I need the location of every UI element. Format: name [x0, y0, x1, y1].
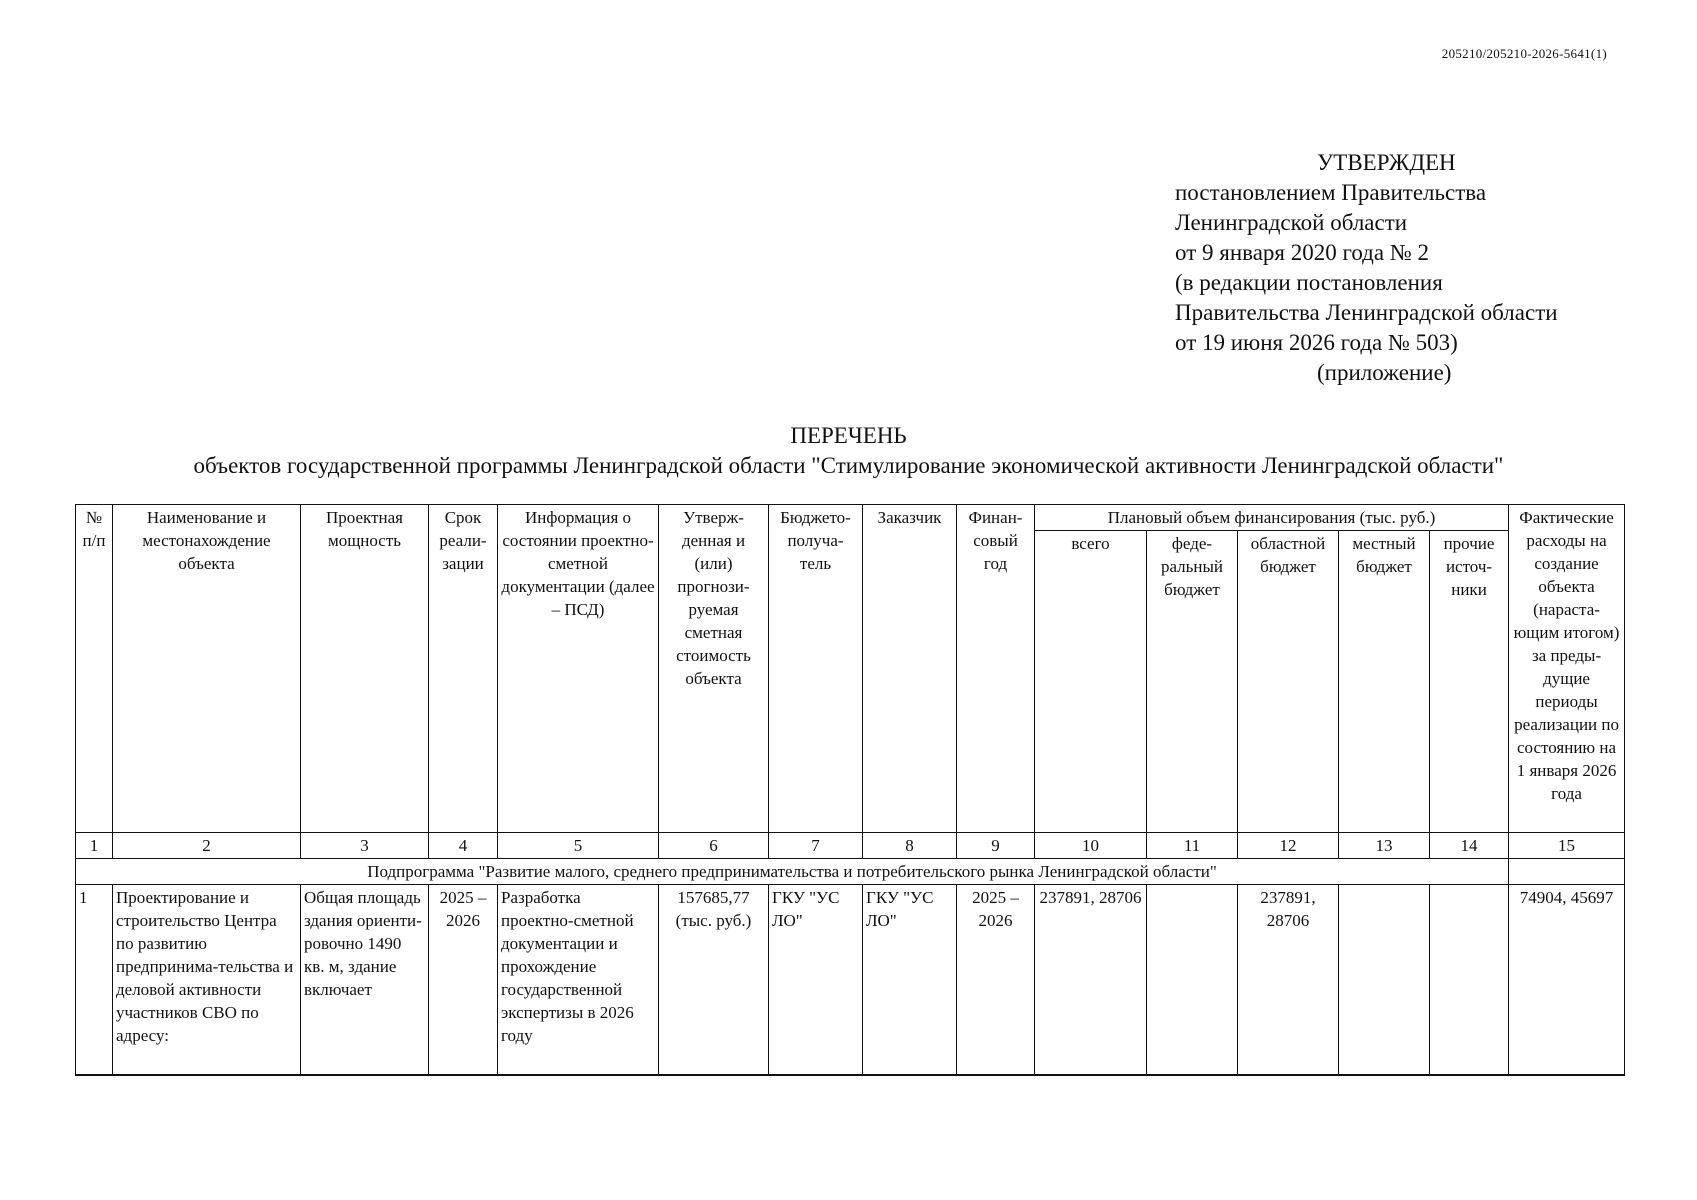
- row-cost: 157685,77 (тыс. руб.): [659, 885, 769, 1075]
- column-number: 15: [1509, 833, 1625, 859]
- row-regional: 237891, 28706: [1238, 885, 1339, 1075]
- header-customer: Заказчик: [863, 505, 957, 833]
- header-total: всего: [1035, 531, 1147, 833]
- header-funding-group: Плановый объем финансирования (тыс. руб.): [1035, 505, 1509, 531]
- column-number: 9: [957, 833, 1035, 859]
- column-number: 7: [769, 833, 863, 859]
- row-fin-year: 2025 – 2026: [957, 885, 1035, 1075]
- row-psd: Разработка проектно-сметной документации и прохождение государственной экспертизы в 2026 году: [498, 885, 659, 1075]
- column-number: 14: [1430, 833, 1509, 859]
- subprogram-title: Подпрограмма "Развитие малого, среднего предпринимательства и потребительского рынка Ленинградской области": [76, 859, 1509, 885]
- header-psd: Информация о состоянии проектно-сметной документации (далее – ПСД): [498, 505, 659, 833]
- row-local: [1339, 885, 1430, 1075]
- document-title: ПЕРЕЧЕНЬ: [790, 423, 907, 448]
- header-period: Срок реали-зации: [429, 505, 498, 833]
- column-number: 10: [1035, 833, 1147, 859]
- document-id: 205210/205210-2026-5641(1): [1441, 46, 1607, 61]
- objects-table: [75, 504, 1625, 1076]
- row-other: [1430, 885, 1509, 1075]
- header-num: № п/п: [76, 505, 113, 833]
- approval-block: [1175, 148, 1558, 388]
- column-number: 4: [429, 833, 498, 859]
- subprogram-empty-cell: [1509, 859, 1625, 885]
- column-number-row: [76, 833, 1625, 859]
- header-regional: областной бюджет: [1238, 531, 1339, 833]
- approval-line: постановлением Правительства: [1175, 180, 1487, 205]
- header-recipient: Бюджето-получа-тель: [769, 505, 863, 833]
- row-num: 1: [76, 885, 113, 1075]
- header-fin-year: Финан-совый год: [957, 505, 1035, 833]
- row-name: Проектирование и строительство Центра по развитию предпринима-тельства и деловой активности участников СВО по адресу:: [113, 885, 301, 1075]
- header-name: Наименование и местонахождение объекта: [113, 505, 301, 833]
- header-cost: Утверж-денная и (или) прогнози-руемая сметная стоимость объекта: [659, 505, 769, 833]
- document-subtitle: объектов государственной программы Ленинградской области "Стимулирование экономической активности Ленинградской области": [193, 453, 1504, 478]
- column-number: 2: [113, 833, 301, 859]
- column-number: 3: [301, 833, 429, 859]
- column-number: 6: [659, 833, 769, 859]
- header-other: прочие источ-ники: [1430, 531, 1509, 833]
- row-capacity: Общая площадь здания ориенти-ровочно 1490 кв. м, здание включает: [301, 885, 429, 1075]
- column-number: 11: [1147, 833, 1238, 859]
- row-federal: [1147, 885, 1238, 1075]
- table-row: [76, 885, 1625, 1075]
- approval-title: УТВЕРЖДЕН: [1317, 150, 1456, 175]
- row-recipient: ГКУ "УС ЛО": [769, 885, 863, 1075]
- header-federal: феде-ральный бюджет: [1147, 531, 1238, 833]
- approval-appendix: (приложение): [1317, 360, 1452, 385]
- row-actual: 74904, 45697: [1509, 885, 1625, 1075]
- approval-line: Ленинградской области: [1175, 210, 1408, 235]
- row-period: 2025 – 2026: [429, 885, 498, 1075]
- approval-line: от 19 июня 2026 года № 503): [1175, 330, 1458, 355]
- column-number: 5: [498, 833, 659, 859]
- header-actual: Фактические расходы на создание объекта (нараста-ющим итогом) за преды-дущие периоды реализации по состоянию на 1 января 2026 года: [1509, 505, 1625, 833]
- row-total: 237891, 28706: [1035, 885, 1147, 1075]
- header-capacity: Проектная мощность: [301, 505, 429, 833]
- header-local: местный бюджет: [1339, 531, 1430, 833]
- approval-line: от 9 января 2020 года № 2: [1175, 240, 1430, 265]
- approval-line: Правительства Ленинградской области: [1175, 300, 1558, 325]
- column-number: 13: [1339, 833, 1430, 859]
- column-number: 8: [863, 833, 957, 859]
- column-number: 1: [76, 833, 113, 859]
- row-customer: ГКУ "УС ЛО": [863, 885, 957, 1075]
- column-number: 12: [1238, 833, 1339, 859]
- approval-line: (в редакции постановления: [1175, 270, 1443, 295]
- subprogram-row: [76, 859, 1625, 885]
